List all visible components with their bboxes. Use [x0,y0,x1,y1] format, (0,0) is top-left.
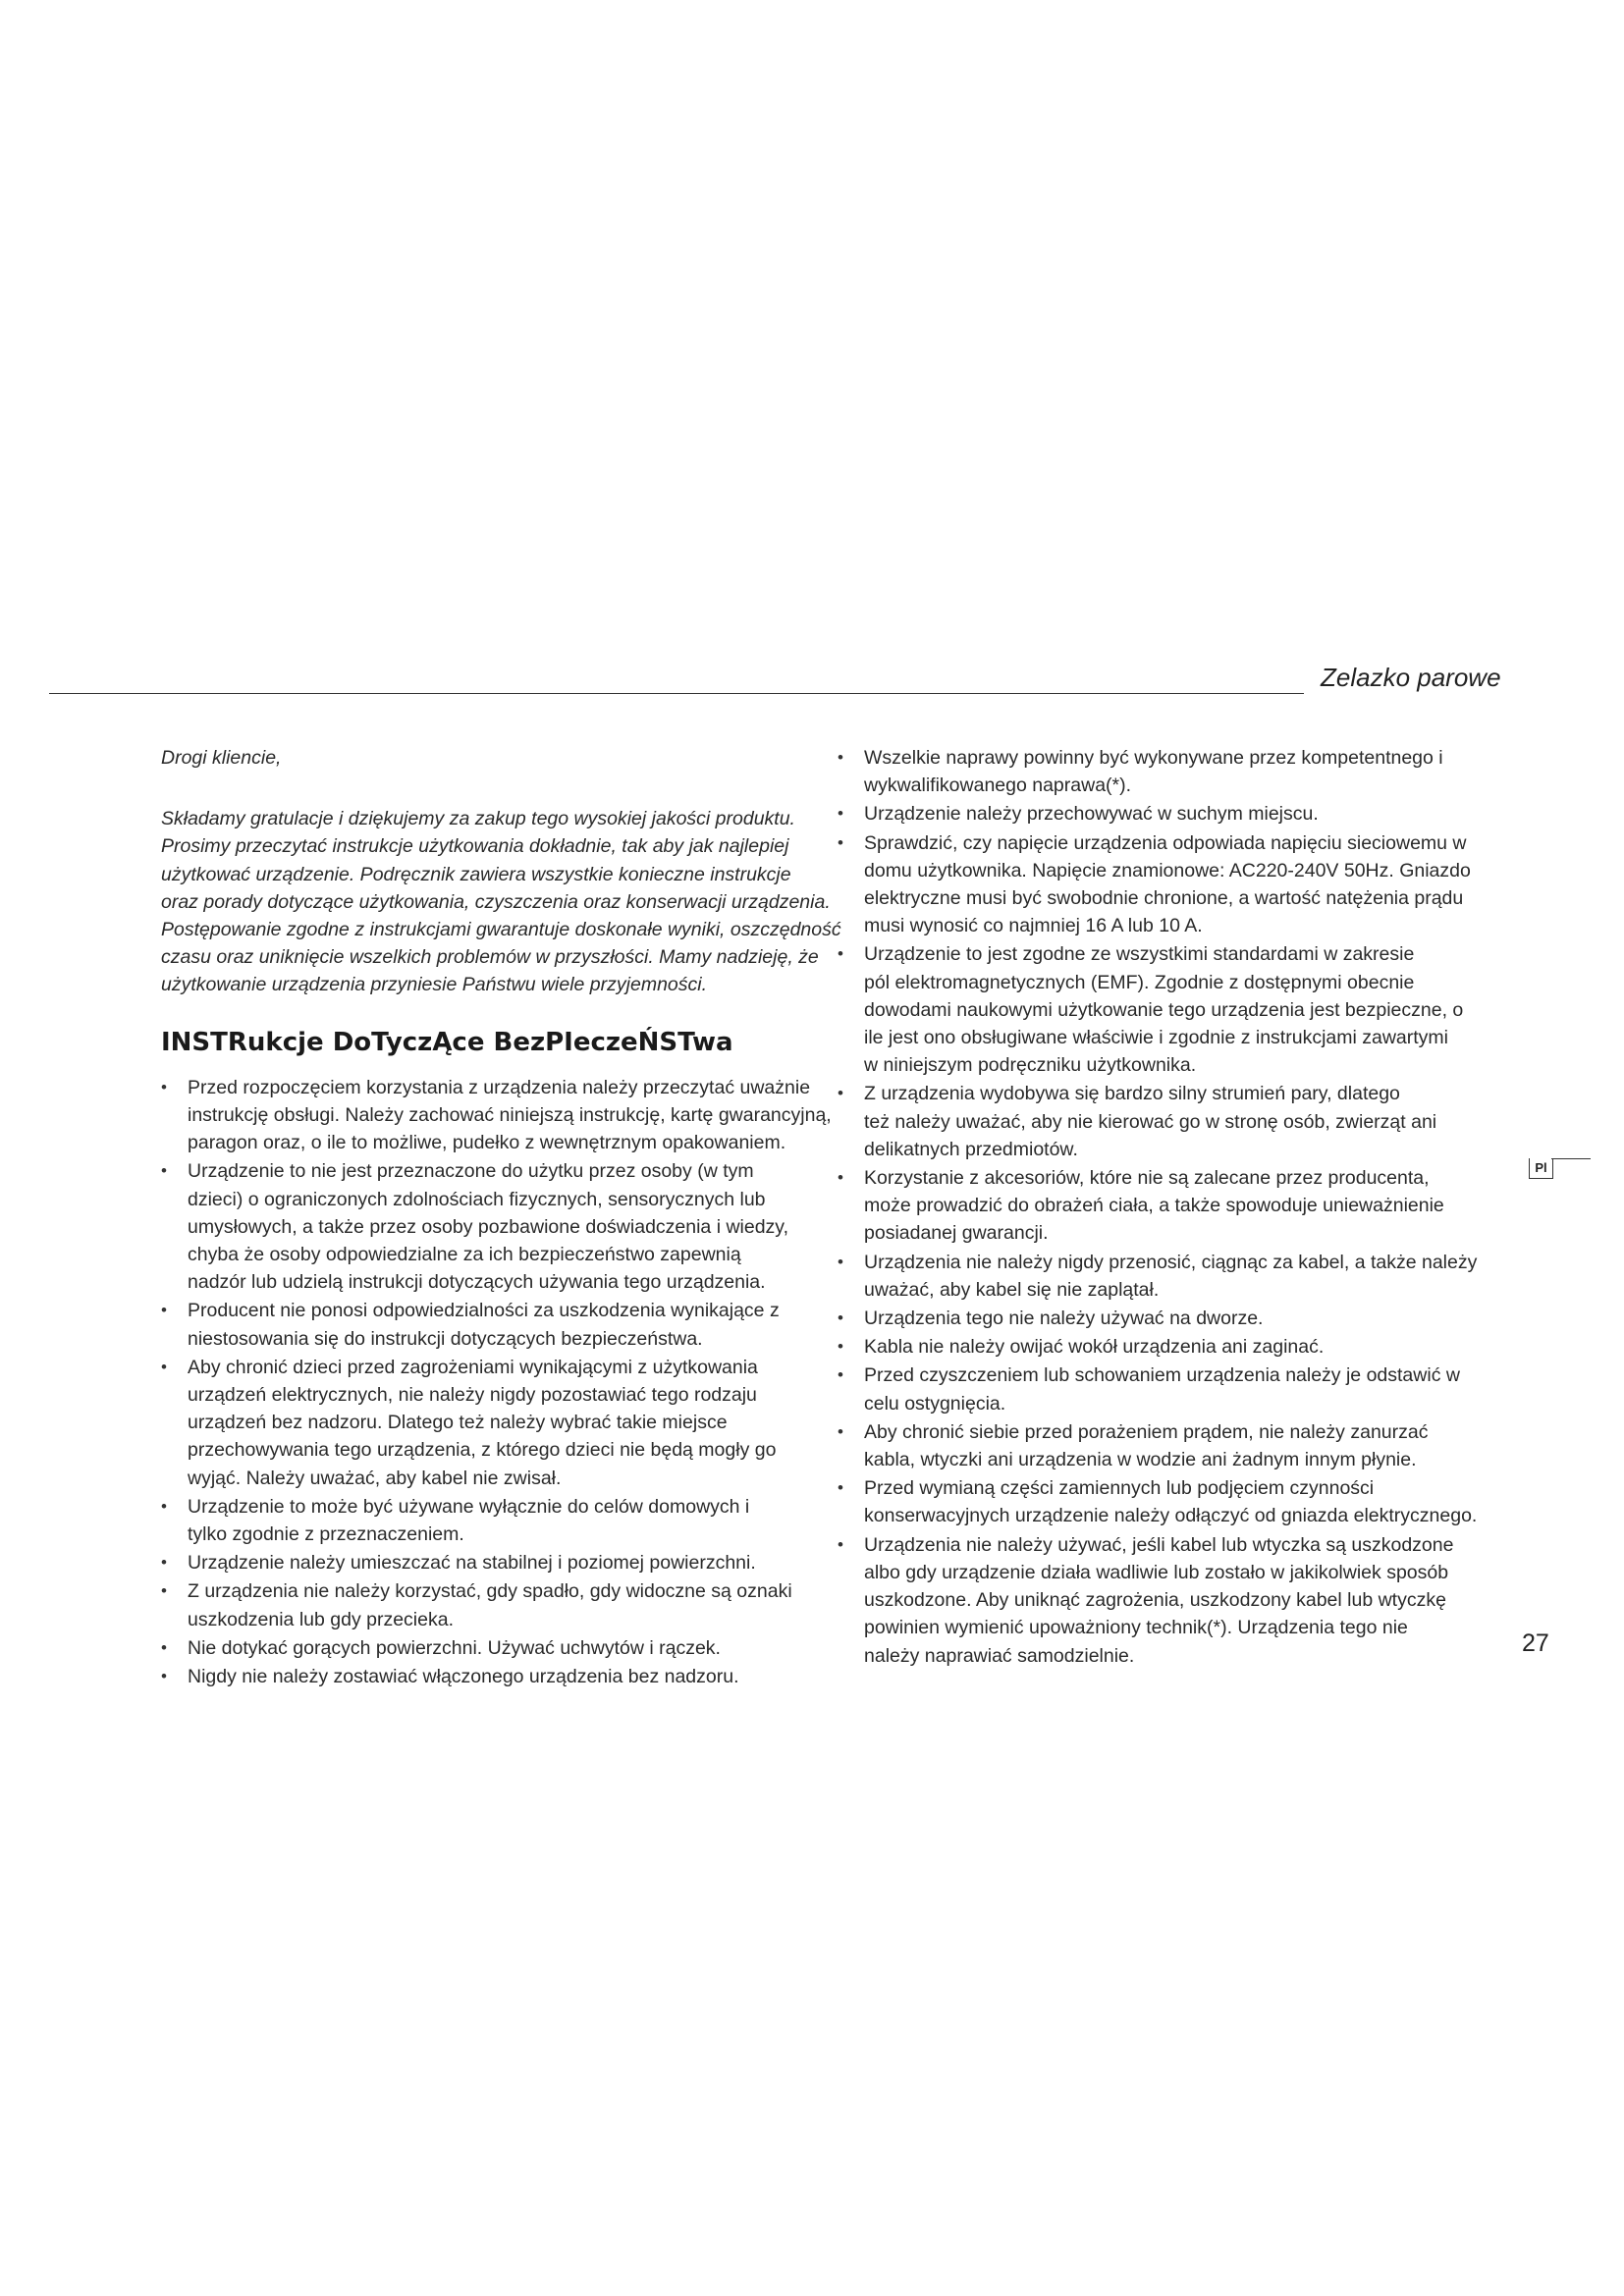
list-item [838,1164,1495,1248]
list-item-line: posiadanej gwarancji. [864,1222,1049,1245]
list-item [161,1493,848,1548]
greeting: Drogi kliencie, [161,747,282,769]
intro-line: Postępowanie zgodne z instrukcjami gwarantuje doskonałe wyniki, oszczędność [161,919,841,941]
intro-line: czasu oraz uniknięcie wszelkich problemów w przyszłości. Mamy nadzieję, że [161,946,819,969]
list-item [838,800,1495,828]
section-heading: INSTRukcje DoTyczĄce BezPIeczeŃSTwa [161,1027,733,1057]
list-item-line: • Urządzenie należy przechowywać w suchym miejscu. [864,803,1319,826]
language-tab: Pl [1529,1158,1553,1179]
list-item-line: uszkodzone. Aby uniknąć zagrożenia, uszkodzony kabel lub wtyczkę [864,1589,1446,1612]
list-item-line: umysłowych, a także przez osoby pozbawione doświadczenia i wiedzy, [188,1215,789,1238]
list-item [838,1080,1495,1163]
list-item-line: • Przed czyszczeniem lub schowaniem urządzenia należy je odstawić w [864,1364,1460,1387]
list-item-line: • Urządzenia nie należy nigdy przenosić, ciągnąc za kabel, a także należy [864,1251,1478,1273]
left-column [161,744,848,1691]
list-item-line: • Przed rozpoczęciem korzystania z urządzenia należy przeczytać uważnie [188,1076,811,1098]
intro-line: użytkować urządzenie. Podręcznik zawiera wszystkie konieczne instrukcje [161,863,791,885]
list-item-line: urządzeń elektrycznych, nie należy nigdy pozostawiać tego rodzaju [188,1384,757,1407]
list-item [838,829,1495,940]
list-item-line: • Z urządzenia wydobywa się bardzo silny strumień pary, dlatego [864,1083,1400,1105]
list-item [838,744,1495,799]
list-item [838,1474,1495,1529]
list-item-line: • Kabla nie należy owijać wokół urządzenia ani zaginać. [864,1336,1325,1359]
intro-line: Składamy gratulacje i dziękujemy za zakup tego wysokiej jakości produktu. [161,808,795,830]
list-item-line: uszkodzenia lub gdy przecieka. [188,1608,454,1630]
list-item-line: nadzór lub udzielą instrukcji dotyczących używania tego urządzenia. [188,1271,766,1294]
left-bullet-list [161,1074,848,1690]
list-item [161,1549,848,1576]
list-item-line: uważać, aby kabel się nie zaplątał. [864,1278,1160,1301]
list-item-line: • Nigdy nie należy zostawiać włączonego urządzenia bez nadzoru. [188,1666,739,1688]
list-item-line: paragon oraz, o ile to możliwe, pudełko z wewnętrznym opakowaniem. [188,1132,786,1154]
list-item-line: domu użytkownika. Napięcie znamionowe: AC220-240V 50Hz. Gniazdo [864,859,1471,881]
list-item-line: niestosowania się do instrukcji dotyczących bezpieczeństwa. [188,1327,703,1350]
list-item-line: w niniejszym podręczniku użytkownika. [864,1054,1197,1077]
list-item-line: chyba że osoby odpowiedzialne za ich bezpieczeństwo zapewnią [188,1244,741,1266]
intro-line: Prosimy przeczytać instrukcje użytkowania dokładnie, tak aby jak najlepiej [161,835,789,858]
page-number: 27 [1522,1629,1549,1657]
list-item-line: konserwacyjnych urządzenie należy odłączyć od gniazda elektrycznego. [864,1505,1478,1527]
right-bullet-list [838,744,1495,1670]
header-rule [49,693,1304,694]
list-item-line: • Nie dotykać gorących powierzchni. Używać uchwytów i rączek. [188,1636,721,1659]
list-item-line: delikatnych przedmiotów. [864,1138,1078,1160]
list-item-line: kabla, wtyczki ani urządzenia w wodzie ani żadnym innym płynie. [864,1449,1417,1471]
list-item-line: albo gdy urządzenie działa wadliwie lub zostało w jakikolwiek sposób [864,1561,1449,1583]
list-item-line: dowodami naukowymi użytkowanie tego urządzenia jest bezpieczne, o [864,998,1464,1021]
list-item-line: • Urządzenie to jest zgodne ze wszystkimi standardami w zakresie [864,943,1415,966]
list-item-line: należy naprawiać samodzielnie. [864,1644,1135,1667]
list-item-line: celu ostygnięcia. [864,1392,1006,1415]
list-item [838,1305,1495,1332]
list-item [161,1297,848,1352]
list-item-line: • Przed wymianą części zamiennych lub podjęciem czynności [864,1477,1375,1500]
list-item-line: • Sprawdzić, czy napięcie urządzenia odpowiada napięciu sieciowemu w [864,831,1467,854]
list-item-line: urządzeń bez nadzoru. Dlatego też należy wybrać takie miejsce [188,1412,728,1434]
list-item-line: ile jest ono obsługiwane właściwie i zgodnie z instrukcjami zawartymi [864,1027,1448,1049]
list-item [161,1074,848,1157]
page-header-title: Zelazko parowe [1321,663,1501,692]
list-item-line: wykwalifikowanego naprawa(*). [864,774,1132,797]
list-item-line: • Urządzenie należy umieszczać na stabilnej i poziomej powierzchni. [188,1552,756,1575]
list-item-line: • Z urządzenia nie należy korzystać, gdy spadło, gdy widoczne są oznaki [188,1580,792,1603]
list-item-line: elektryczne musi być swobodnie chronione, a wartość natężenia prądu [864,887,1464,910]
list-item-line: powinien wymienić upoważniony technik(*). Urządzenia tego nie [864,1617,1408,1639]
list-item [838,1362,1495,1416]
list-item-line: • Wszelkie naprawy powinny być wykonywane przez kompetentnego i [864,747,1443,769]
list-item-line: • Aby chronić dzieci przed zagrożeniami wynikającymi z użytkowania [188,1356,758,1378]
list-item [838,1531,1495,1670]
list-item-line: dzieci) o ograniczonych zdolnościach fizycznych, sensorycznych lub [188,1188,766,1210]
list-item-line: • Urządzenie to nie jest przeznaczone do użytku przez osoby (w tym [188,1160,754,1183]
list-item-line: wyjąć. Należy uważać, aby kabel nie zwisał. [188,1467,562,1489]
list-item [161,1354,848,1492]
list-item [838,1418,1495,1473]
right-column [838,744,1495,1671]
list-item [161,1634,848,1662]
list-item-line: musi wynosić co najmniej 16 A lub 10 A. [864,915,1203,937]
list-item-line: pól elektromagnetycznych (EMF). Zgodnie z dostępnymi obecnie [864,971,1415,993]
list-item-line: • Urządzenie to może być używane wyłącznie do celów domowych i [188,1495,750,1518]
list-item-line: tylko zgodnie z przeznaczeniem. [188,1523,464,1546]
list-item-line: • Korzystanie z akcesoriów, które nie są zalecane przez producenta, [864,1167,1430,1190]
intro-line: oraz porady dotyczące użytkowania, czyszczenia oraz konserwacji urządzenia. [161,890,831,913]
list-item-line: • Urządzenia nie należy używać, jeśli kabel lub wtyczka są uszkodzone [864,1533,1454,1556]
list-item-line: • Producent nie ponosi odpowiedzialności za uszkodzenia wynikające z [188,1300,780,1322]
list-item-line: • Aby chronić siebie przed porażeniem prądem, nie należy zanurzać [864,1420,1429,1443]
list-item [838,1249,1495,1304]
list-item-line: też należy uważać, aby nie kierować go w stronę osób, zwierząt ani [864,1110,1437,1133]
intro-paragraph [161,805,848,998]
language-tab-rule [1551,1158,1591,1159]
list-item [161,1663,848,1690]
list-item-line: może prowadzić do obrażeń ciała, a także spowoduje unieważnienie [864,1195,1444,1217]
intro-line: użytkowanie urządzenia przyniesie Państwu wiele przyjemności. [161,974,708,996]
list-item [838,1333,1495,1361]
list-item [161,1157,848,1296]
list-item-line: przechowywania tego urządzenia, z którego dzieci nie będą mogły go [188,1439,777,1462]
list-item-line: • Urządzenia tego nie należy używać na dworze. [864,1308,1264,1330]
list-item [838,940,1495,1079]
list-item-line: instrukcję obsługi. Należy zachować niniejszą instrukcję, kartę gwarancyjną, [188,1104,832,1127]
list-item [161,1577,848,1632]
